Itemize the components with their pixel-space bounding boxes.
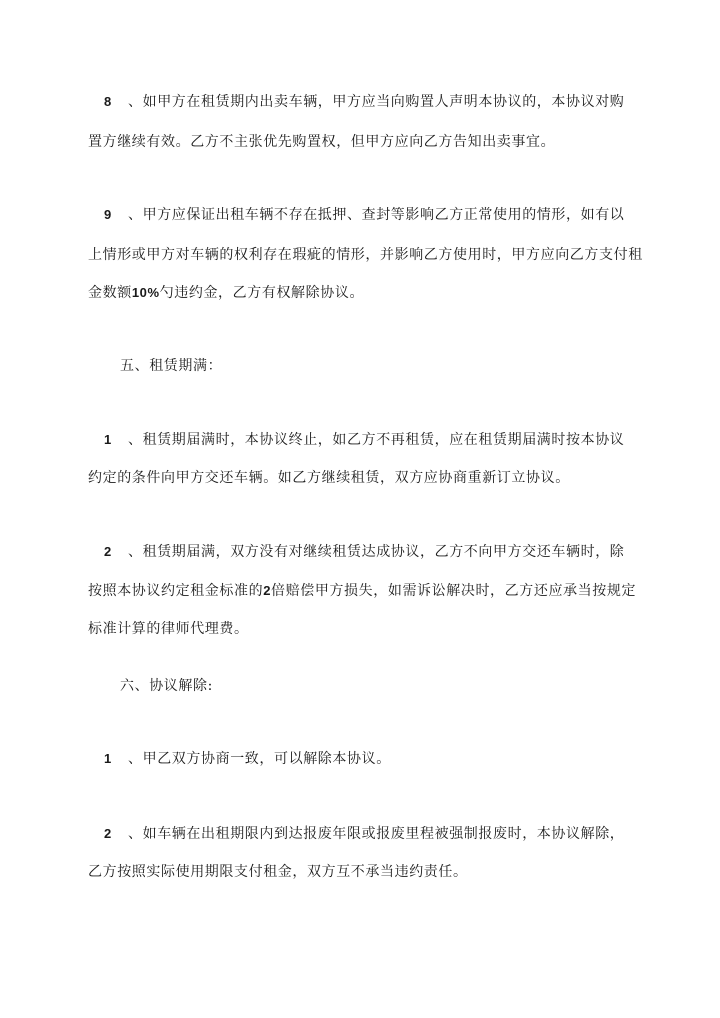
penalty-rate: 10%	[131, 285, 160, 300]
section-5-item-2-line-3: 标准计算的律师代理费。	[88, 621, 249, 637]
section-5-heading: 五、租赁期满：	[120, 358, 223, 374]
section-6-item-2-line-1	[88, 824, 648, 844]
item-text: 、租赁期届满，双方没有对继续租赁达成协议，乙方不向甲方交还车辆时，除	[128, 544, 625, 560]
item-text: 倍赔偿甲方损失，如需诉讼解决时，乙方还应承当按规定	[271, 583, 637, 599]
clause-8-line-1	[88, 92, 648, 112]
item-text: 、甲乙双方协商一致，可以解除本协议。	[128, 751, 391, 767]
clause-number: 8	[104, 94, 112, 109]
section-6-heading: 六、协议解除:	[120, 678, 213, 694]
compensation-multiplier: 2	[263, 583, 272, 598]
clause-9-line-1	[88, 205, 648, 225]
clause-9-line-2: 上情形或甲方对车辆的权利存在瑕疵的情形，并影响乙方使用时，甲方应向乙方支付租	[88, 247, 643, 263]
clause-text: 金数额	[88, 285, 132, 301]
item-number: 2	[104, 544, 112, 559]
item-text: 、如车辆在出租期限内到达报废年限或报废里程被强制报废时，本协议解除，	[128, 826, 625, 842]
clause-number: 9	[104, 207, 112, 222]
clause-text: 、如甲方在租赁期内出卖车辆，甲方应当向购置人声明本协议的，本协议对购	[128, 94, 625, 110]
clause-text: 、甲方应保证出租车辆不存在抵押、查封等影响乙方正常使用的情形，如有以	[128, 207, 625, 223]
clause-text: 勺违约金，乙方有权解除协议。	[159, 285, 365, 301]
section-5-item-1-line-1	[88, 430, 648, 450]
section-5-item-1-line-2: 约定的条件向甲方交还车辆。如乙方继续租赁，双方应协商重新订立协议。	[88, 470, 570, 486]
clause-8-line-2: 置方继续有效。乙方不主张优先购置权，但甲方应向乙方告知出卖事宜。	[88, 134, 556, 150]
section-5-item-2-line-1	[88, 542, 648, 562]
section-5-item-2-line-2	[88, 581, 648, 601]
item-number: 1	[104, 432, 112, 447]
clause-9-line-3	[88, 283, 648, 303]
item-text: 按照本协议约定租金标准的	[88, 583, 264, 599]
item-number: 1	[104, 751, 112, 766]
section-6-item-2-line-2: 乙方按照实际使用期限支付租金，双方互不承当违约责任。	[88, 864, 468, 880]
item-number: 2	[104, 826, 112, 841]
item-text: 、租赁期届满时，本协议终止，如乙方不再租赁，应在租赁期届满时按本协议	[128, 432, 625, 448]
section-6-item-1-line-1	[88, 749, 648, 769]
